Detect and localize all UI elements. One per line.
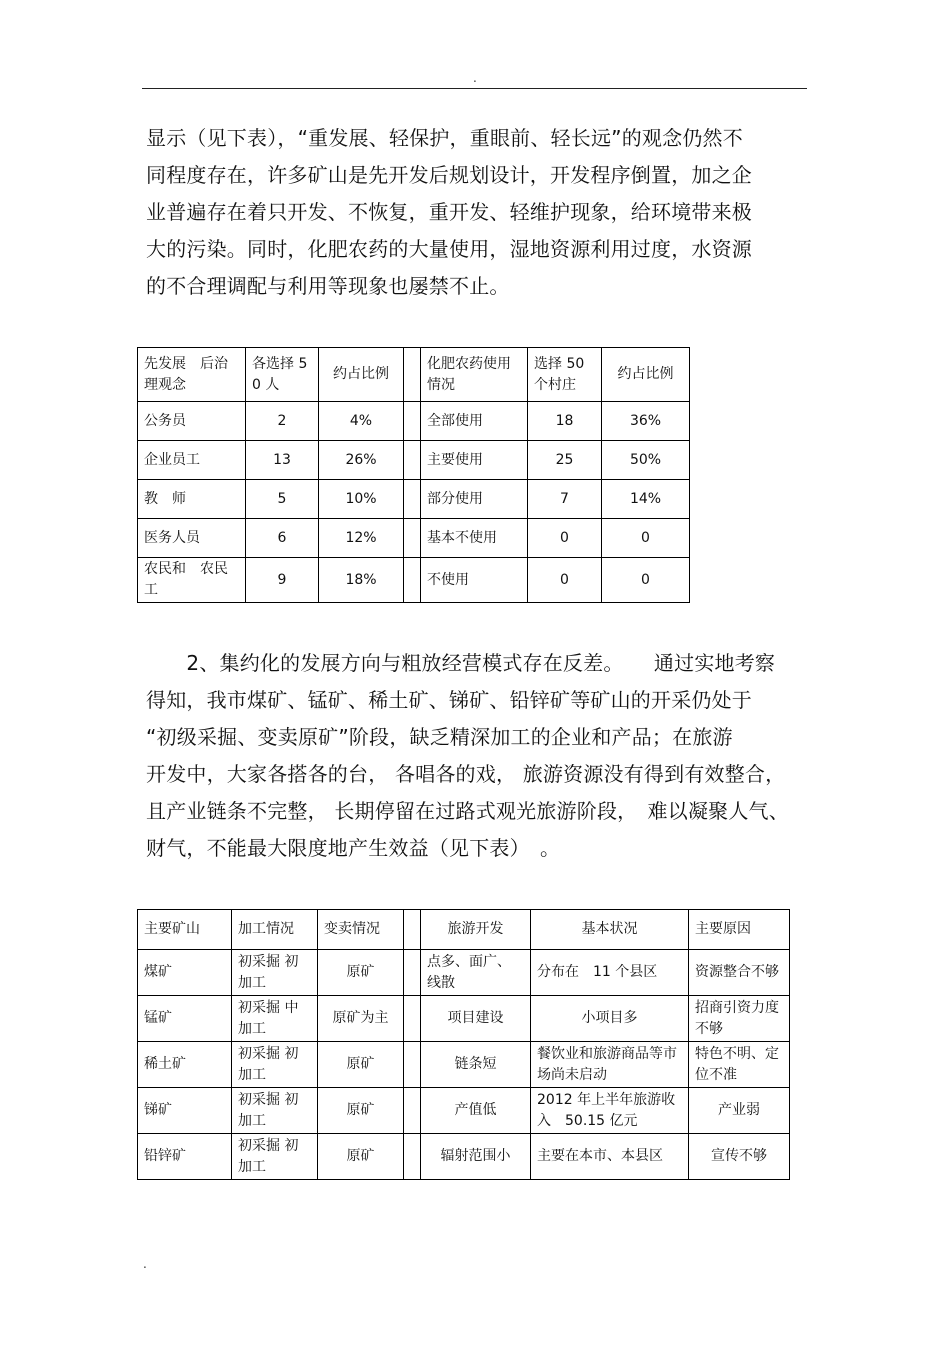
table-1-cell: 0 [602,558,690,603]
paragraph-2-line: 2、集约化的发展方向与粗放经营模式存在反差。 通过实地考察 [146,651,776,675]
table-2-cell: 原矿 [318,950,404,996]
paragraph-2-line: 财气，不能最大限度地产生效益（见下表） 。 [146,836,561,860]
table-1-cell: 36% [602,402,690,441]
table-2-gap-cell [404,1042,421,1088]
table-2-cell: 招商引资力度不够 [689,996,790,1042]
table-2-cell: 原矿 [318,1088,404,1134]
table-2-header-cell: 主要原因 [689,910,790,950]
table-1-cell: 部分使用 [421,480,528,519]
table-2-cell: 初采掘 初加工 [232,1088,318,1134]
paragraph-1-line: 显示（见下表），“重发展、轻保护，重眼前、轻长远”的观念仍然不 [146,126,743,150]
table-1-cell: 企业员工 [138,441,246,480]
paragraph-1-line: 大的污染。同时，化肥农药的大量使用，湿地资源利用过度，水资源 [146,237,752,261]
table-development-concept [137,347,690,603]
table-1-header-cell: 各选择 50 人 [246,348,319,402]
table-1-cell: 2 [246,402,319,441]
table-2-cell: 餐饮业和旅游商品等市场尚未启动 [531,1042,689,1088]
table-1-cell: 0 [602,519,690,558]
paragraph-1-line: 业普遍存在着只开发、不恢复，重开发、轻维护现象，给环境带来极 [146,200,752,224]
paragraph-2-line: 且产业链条不完整， 长期停留在过路式观光旅游阶段， 难以凝聚人气、 [146,799,789,823]
paragraph-2-line: “初级采掘、变卖原矿”阶段，缺乏精深加工的企业和产品；在旅游 [146,725,733,749]
table-1-gap-cell [404,480,421,519]
header-rule [142,88,807,89]
table-2-cell: 链条短 [421,1042,531,1088]
table-2-gap-cell [404,996,421,1042]
table-2-cell: 煤矿 [138,950,232,996]
paragraph-2 [146,645,811,867]
table-row [138,1088,790,1134]
table-2-cell: 特色不明、定位不准 [689,1042,790,1088]
table-1-cell: 医务人员 [138,519,246,558]
table-2-cell: 锰矿 [138,996,232,1042]
table-row [138,1134,790,1180]
table-1-cell: 5 [246,480,319,519]
table-2-cell: 分布在 11 个县区 [531,950,689,996]
table-2-cell: 铅锌矿 [138,1134,232,1180]
table-1-gap-cell [404,519,421,558]
table-2-cell: 点多、面广、线散 [421,950,531,996]
table-2-cell: 锑矿 [138,1088,232,1134]
table-2-cell: 初采掘 初加工 [232,1134,318,1180]
table-1-cell: 6 [246,519,319,558]
table-1-cell: 9 [246,558,319,603]
table-1-cell: 18 [528,402,602,441]
table-1-cell: 全部使用 [421,402,528,441]
table-1-cell: 基本不使用 [421,519,528,558]
table-1-gap-cell [404,441,421,480]
table-1-cell: 不使用 [421,558,528,603]
header-dot: . [473,71,477,85]
table-1-cell: 14% [602,480,690,519]
table-1-cell: 0 [528,558,602,603]
table-1-header-cell: 约占比例 [319,348,404,402]
table-row [138,996,790,1042]
table-row [138,441,690,480]
table-1-cell: 18% [319,558,404,603]
table-1-cell: 25 [528,441,602,480]
table-2-cell: 2012 年上半年旅游收入 50.15 亿元 [531,1088,689,1134]
table-2-gap-cell [404,1134,421,1180]
table-1-header-cell: 约占比例 [602,348,690,402]
table-1-cell: 4% [319,402,404,441]
table-2-cell: 原矿为主 [318,996,404,1042]
paragraph-2-line: 得知，我市煤矿、锰矿、稀土矿、锑矿、铅锌矿等矿山的开采仍处于 [146,688,752,712]
table-2-cell: 小项目多 [531,996,689,1042]
table-1-cell: 0 [528,519,602,558]
table-1-cell: 7 [528,480,602,519]
paragraph-1-line: 同程度存在，许多矿山是先开发后规划设计，开发程序倒置，加之企 [146,163,752,187]
table-1-cell: 教 师 [138,480,246,519]
table-mining-tourism [137,909,790,1180]
table-1-cell: 农民和 农民工 [138,558,246,603]
table-2-cell: 资源整合不够 [689,950,790,996]
paragraph-1-line: 的不合理调配与利用等现象也屡禁不止。 [146,274,510,298]
table-1-gap-cell [404,402,421,441]
table-2-cell: 宣传不够 [689,1134,790,1180]
table-row [138,950,790,996]
paragraph-1 [146,120,811,305]
table-2-cell: 原矿 [318,1042,404,1088]
table-2-cell: 初采掘 中加工 [232,996,318,1042]
table-2-cell: 产业弱 [689,1088,790,1134]
table-2-gap-cell [404,1088,421,1134]
table-2-cell: 初采掘 初加工 [232,950,318,996]
table-1-header-cell: 先发展 后治理观念 [138,348,246,402]
table-2-header-cell: 旅游开发 [421,910,531,950]
table-row [138,402,690,441]
table-2-header-cell: 主要矿山 [138,910,232,950]
table-1-cell: 50% [602,441,690,480]
table-2-gap-cell [404,910,421,950]
table-2-header-row [138,910,790,950]
table-1-cell: 26% [319,441,404,480]
table-2-cell: 产值低 [421,1088,531,1134]
table-1-cell: 主要使用 [421,441,528,480]
table-1-header-cell: 化肥农药使用情况 [421,348,528,402]
table-1-header-row [138,348,690,402]
table-1-cell: 13 [246,441,319,480]
table-1-cell: 12% [319,519,404,558]
table-1-cell: 10% [319,480,404,519]
paragraph-2-line: 开发中，大家各搭各的台， 各唱各的戏， 旅游资源没有得到有效整合， [146,762,786,786]
table-2-cell: 初采掘 初加工 [232,1042,318,1088]
table-row [138,519,690,558]
footer-dot: . [143,1257,147,1271]
table-2-gap-cell [404,950,421,996]
table-2-header-cell: 变卖情况 [318,910,404,950]
table-2-cell: 原矿 [318,1134,404,1180]
table-1-header-cell: 选择 50 个村庄 [528,348,602,402]
table-1-gap-cell [404,348,421,402]
table-2-cell: 辐射范围小 [421,1134,531,1180]
table-1-gap-cell [404,558,421,603]
table-2-cell: 项目建设 [421,996,531,1042]
table-2-cell: 主要在本市、本县区 [531,1134,689,1180]
table-2-header-cell: 加工情况 [232,910,318,950]
table-2-header-cell: 基本状况 [531,910,689,950]
table-1-cell: 公务员 [138,402,246,441]
table-row [138,1042,790,1088]
table-row [138,480,690,519]
table-row [138,558,690,603]
table-2-cell: 稀土矿 [138,1042,232,1088]
